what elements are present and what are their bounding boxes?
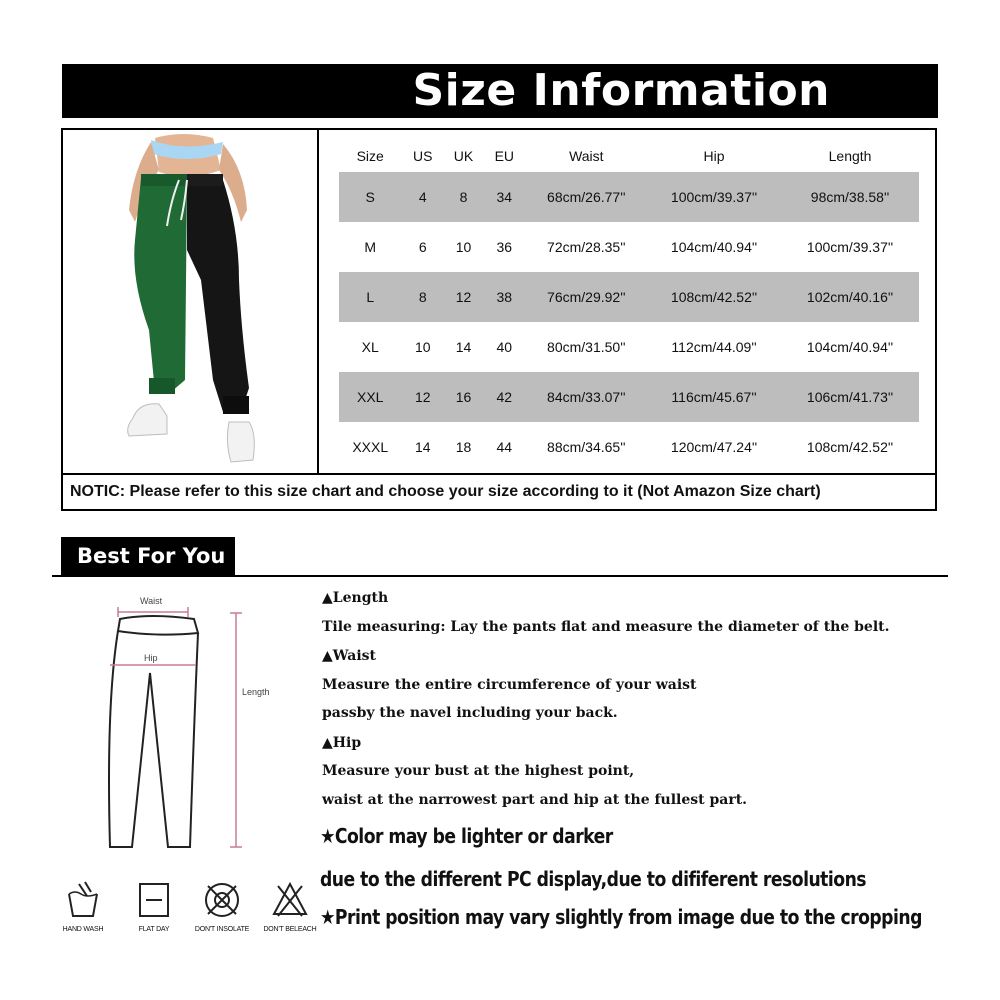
hip-text-line-1: Measure your bust at the highest point, (322, 763, 635, 779)
flat-dry-icon (134, 880, 174, 920)
care-label: FLAT DAY (138, 926, 170, 933)
column-header: Hip (703, 148, 725, 164)
table-cell: 14 (414, 439, 431, 455)
pants-model-illustration (63, 130, 317, 473)
waist-text-line-2: passby the navel including your back. (322, 705, 618, 721)
section-title: Best For You (61, 537, 235, 575)
product-photo (63, 130, 319, 473)
table-row (339, 222, 919, 272)
table-cell: XXXL (352, 439, 389, 455)
column-header: Size (356, 148, 384, 164)
table-cell: 100cm/39.37'' (806, 239, 894, 255)
print-position-note: ★Print position may vary slightly from image due to the cropping (320, 905, 922, 929)
table-cell: 14 (455, 339, 472, 355)
hip-label: Hip (144, 653, 158, 663)
column-header: Length (828, 148, 872, 164)
care-flat-dry (119, 880, 189, 933)
dont-insolate-icon (202, 880, 242, 920)
table-row (339, 272, 919, 322)
hand-wash-icon (63, 880, 103, 920)
table-cell: 72cm/28.35'' (547, 239, 626, 255)
table-cell: 8 (444, 172, 483, 222)
table-cell: 42 (483, 372, 526, 422)
table-cell: XXL (339, 372, 401, 422)
table-cell: 104cm/40.94'' (670, 239, 758, 255)
size-notice: NOTIC: Please refer to this size chart and choose your size according to it (Not Amazon Size chart) (63, 473, 935, 511)
length-label: Length (242, 687, 270, 697)
table-cell: 38 (483, 272, 526, 322)
dont-beleach-icon (270, 880, 310, 920)
length-text: Tile measuring: Lay the pants flat and measure the diameter of the belt. (322, 619, 890, 635)
table-cell: 80cm/31.50'' (547, 339, 626, 355)
care-label: DON'T INSOLATE (194, 926, 250, 933)
table-cell: 108cm/42.52'' (647, 272, 781, 322)
column-header: US (413, 148, 433, 164)
waist-label: Waist (140, 596, 163, 606)
table-cell: 10 (414, 339, 431, 355)
size-chart-box (61, 128, 937, 511)
table-cell: 84cm/33.07'' (526, 372, 647, 422)
waist-text-line-1: Measure the entire circumference of your waist (322, 677, 697, 693)
table-row (339, 322, 919, 372)
table-cell: XL (361, 339, 379, 355)
table-cell: 44 (496, 439, 513, 455)
table-cell: 100cm/39.37'' (647, 172, 781, 222)
table-row (339, 172, 919, 222)
table-cell: 4 (401, 172, 444, 222)
hip-heading: ▲Hip (322, 735, 362, 751)
table-cell: S (339, 172, 401, 222)
length-heading: ▲Length (322, 590, 389, 606)
table-cell: M (364, 239, 377, 255)
column-header: Waist (569, 148, 604, 164)
table-cell: 116cm/45.67'' (647, 372, 781, 422)
table-cell: 12 (444, 272, 483, 322)
table-cell: 8 (401, 272, 444, 322)
table-cell: 6 (418, 239, 427, 255)
color-note: ★Color may be lighter or darker (320, 824, 613, 848)
page-title: Size Information (412, 65, 830, 116)
hip-text-line-2: waist at the narrowest part and hip at the fullest part. (322, 792, 748, 808)
table-cell: 88cm/34.65'' (547, 439, 626, 455)
table-cell: 98cm/38.58'' (781, 172, 919, 222)
care-label: DON'T BELEACH (263, 926, 317, 933)
table-cell: 36 (496, 239, 513, 255)
care-dont-beleach (255, 880, 325, 933)
title-bar (62, 64, 938, 118)
table-cell: 102cm/40.16'' (781, 272, 919, 322)
table-cell: 10 (455, 239, 472, 255)
table-cell: 104cm/40.94'' (806, 339, 894, 355)
table-cell: 34 (483, 172, 526, 222)
table-cell: 76cm/29.92'' (526, 272, 647, 322)
table-row (339, 422, 919, 472)
table-cell: 120cm/47.24'' (670, 439, 758, 455)
table-header-row (339, 140, 919, 172)
table-row (339, 372, 919, 422)
care-label: HAND WASH (62, 926, 104, 933)
section-divider (52, 575, 948, 577)
table-cell: 112cm/44.09'' (671, 339, 757, 355)
display-note: due to the different PC display,due to dififerent resolutions (320, 867, 867, 891)
waist-heading: ▲Waist (322, 648, 377, 664)
care-hand-wash (48, 880, 118, 933)
table-cell: 106cm/41.73'' (781, 372, 919, 422)
table-cell: L (339, 272, 401, 322)
table-cell: 68cm/26.77'' (526, 172, 647, 222)
size-table (339, 140, 919, 472)
column-header: EU (494, 148, 515, 164)
table-cell: 40 (496, 339, 513, 355)
table-cell: 12 (401, 372, 444, 422)
table-cell: 108cm/42.52'' (806, 439, 894, 455)
table-cell: 16 (444, 372, 483, 422)
column-header: UK (453, 148, 474, 164)
size-table-cell (319, 130, 935, 473)
measurement-diagram (60, 585, 310, 860)
care-dont-insolate (187, 880, 257, 933)
table-cell: 18 (455, 439, 472, 455)
